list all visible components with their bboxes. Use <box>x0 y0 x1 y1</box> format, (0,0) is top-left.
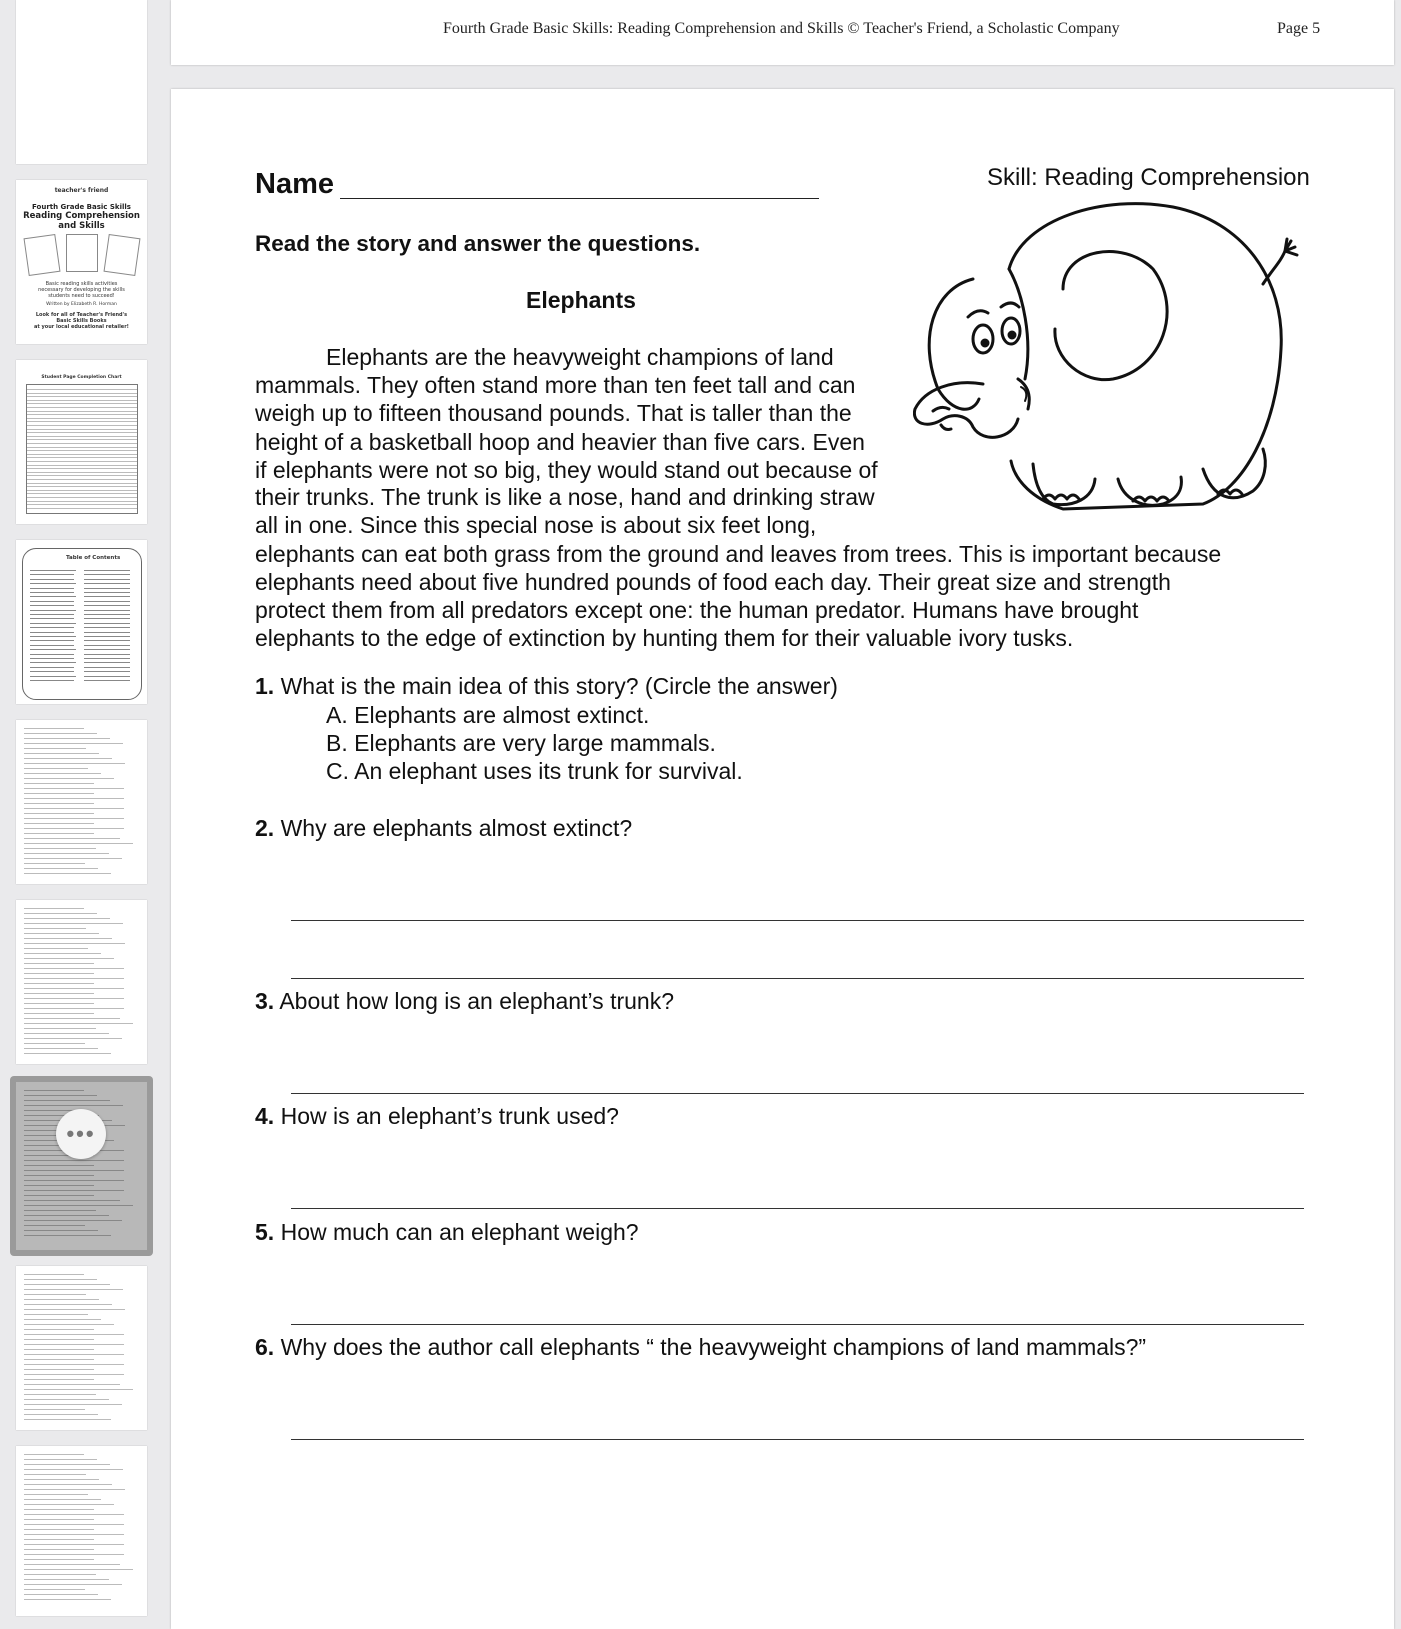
thumbnail-text-line <box>24 1339 94 1340</box>
thumbnail-text-line <box>24 818 124 819</box>
toc-line <box>84 662 130 663</box>
thumbnail-text-line <box>24 1384 120 1385</box>
chart-row-line <box>27 447 137 448</box>
answer-line-q3[interactable] <box>291 1093 1304 1094</box>
chart-row-line <box>27 475 137 476</box>
thumbnail-text-line <box>24 823 94 824</box>
toc-line <box>84 610 130 611</box>
thumbnail-text-line <box>24 963 94 964</box>
thumbnail-text-line <box>24 1309 125 1310</box>
thumbnail-text-line <box>24 1314 88 1315</box>
thumbnail-text-line <box>24 1274 84 1275</box>
thumbnail-text-line <box>24 1499 101 1500</box>
story-line: all in one. Since this special nose is about six feet long, <box>255 512 817 538</box>
thumbnail-text-line <box>24 1190 124 1191</box>
thumbnail-text-line <box>24 753 99 754</box>
chart-row-line <box>27 403 137 404</box>
thumbnail-text-line <box>24 923 123 924</box>
toc-line <box>30 645 74 646</box>
story-line: their trunks. The trunk is like a nose, hand and drinking straw <box>255 484 875 510</box>
thumbnail-text-line <box>24 1100 110 1101</box>
thumbnail-text-line <box>24 1419 111 1420</box>
thumbnail-text-line <box>24 1289 123 1290</box>
chart-row-line <box>27 450 137 451</box>
cover-tagline-3: students need to succeed! <box>48 293 115 299</box>
toc-line <box>84 671 130 672</box>
story-line: if elephants were not so big, they would stand out because of <box>255 457 878 483</box>
thumbnail-text-line <box>24 1090 84 1091</box>
thumbnail-text-line <box>24 928 86 929</box>
toc-line <box>30 618 74 619</box>
toc-line <box>30 592 74 593</box>
thumbnail-text-line <box>24 873 111 874</box>
thumbnail-text-line <box>24 838 120 839</box>
thumbnail-text-line <box>24 1105 123 1106</box>
chart-row-line <box>27 479 137 480</box>
cover-promo-3: at your local educational retailer! <box>34 324 129 330</box>
page-thumbnail-sidebar <box>0 0 162 1616</box>
toc-line <box>30 680 74 681</box>
toc-line <box>30 579 74 580</box>
story-line: elephants need about five hundred pounds of food each day. Their great size and strength <box>255 569 1171 595</box>
toc-line <box>84 632 130 633</box>
thumbnail-text-line <box>24 1399 109 1400</box>
cover-tagline-2: necessary for developing the skills <box>38 287 125 293</box>
more-options-button[interactable]: ••• <box>56 1109 106 1159</box>
thumbnail-text-line <box>24 813 94 814</box>
chart-row-line <box>27 508 137 509</box>
story-line: mammals. They often stand more than ten feet tall and can <box>255 372 856 398</box>
thumbnail-text-line <box>24 1038 122 1039</box>
thumbnail-text-line <box>24 1564 120 1565</box>
page-number: Page 5 <box>1277 20 1321 37</box>
toc-line <box>84 623 130 624</box>
thumbnail-text-line <box>24 748 86 749</box>
thumbnail-text-line <box>24 1569 133 1570</box>
thumbnail-text-line <box>24 1389 133 1390</box>
toc-line <box>30 658 74 659</box>
thumbnail-text-line <box>24 1033 109 1034</box>
thumbnail-page-1[interactable] <box>16 0 147 164</box>
thumbnail-text-line <box>24 1514 124 1515</box>
chart-row-line <box>27 436 137 437</box>
thumbnail-text-line <box>24 1474 86 1475</box>
chart-row-line <box>27 483 137 484</box>
thumbnail-text-line <box>24 1479 99 1480</box>
toc-line <box>30 636 76 637</box>
thumbnail-text-line <box>24 1220 122 1221</box>
thumbnail-text-line <box>24 833 94 834</box>
thumbnail-text-line <box>24 1294 86 1295</box>
thumbnail-text-line <box>24 1494 88 1495</box>
story-line: Elephants are the heavyweight champions of land <box>326 344 834 370</box>
toc-line <box>30 654 74 655</box>
chart-row-line <box>27 465 137 466</box>
toc-line <box>84 645 130 646</box>
toc-line <box>84 654 130 655</box>
chart-row-line <box>27 504 137 505</box>
thumbnail-page-7-content <box>16 1082 147 1250</box>
toc-line <box>30 623 76 624</box>
thumbnail-page-2-cover[interactable] <box>16 180 147 344</box>
thumbnail-text-line <box>24 1504 114 1505</box>
thumbnail-text-line <box>24 793 94 794</box>
toc-line <box>84 588 130 589</box>
thumbnail-text-line <box>24 1095 97 1096</box>
toc-line <box>84 680 130 681</box>
thumbnail-text-line <box>24 943 125 944</box>
chart-row-line <box>27 429 137 430</box>
thumbnail-text-line <box>24 788 124 789</box>
thumbnail-text-line <box>24 1454 84 1455</box>
toc-line <box>84 605 130 606</box>
thumbnail-text-line <box>24 778 114 779</box>
thumbnail-text-line <box>24 1324 114 1325</box>
thumbnail-text-line <box>24 1364 124 1365</box>
toc-line <box>30 671 74 672</box>
book-title-footer: Fourth Grade Basic Skills: Reading Comprehension and Skills © Teacher's Friend, a Scholastic Company <box>443 20 1120 37</box>
answer-line-q2-2[interactable] <box>291 978 1304 979</box>
thumbnail-text-line <box>24 758 112 759</box>
thumbnail-text-line <box>24 1464 110 1465</box>
thumbnail-text-line <box>24 1205 133 1206</box>
toc-line <box>30 588 74 589</box>
thumbnail-text-line <box>24 998 124 999</box>
thumbnail-text-line <box>24 1519 94 1520</box>
toc-line <box>30 640 74 641</box>
answer-option-a[interactable]: A. Elephants are almost extinct. <box>326 702 650 728</box>
thumbnail-text-line <box>24 1225 85 1226</box>
thumbnail-text-line <box>24 1048 98 1049</box>
thumbnail-text-line <box>24 773 101 774</box>
thumbnail-text-line <box>24 1053 111 1054</box>
thumbnail-text-line <box>24 1489 125 1490</box>
cover-title-3: and Skills <box>58 221 105 231</box>
chart-row-line <box>27 457 137 458</box>
thumbnail-text-line <box>24 953 101 954</box>
thumbnail-text-line <box>24 1023 133 1024</box>
toc-line <box>30 610 76 611</box>
thumbnail-text-line <box>24 1043 85 1044</box>
chart-row-line <box>27 418 137 419</box>
chart-row-line <box>27 393 137 394</box>
thumbnail-text-line <box>24 1319 101 1320</box>
thumbnail-text-line <box>24 973 94 974</box>
toc-line <box>30 667 74 668</box>
answer-option-c[interactable]: C. An elephant uses its trunk for survival. <box>326 758 743 784</box>
thumbnail-text-line <box>24 1003 94 1004</box>
toc-line <box>30 601 74 602</box>
thumbnail-text-line <box>24 1160 124 1161</box>
thumbnail-text-line <box>24 733 97 734</box>
thumbnail-text-line <box>24 1175 94 1176</box>
thumbnail-text-line <box>24 1334 124 1335</box>
cover-promo-1: Look for all of Teacher's Friend's <box>35 312 128 318</box>
thumbnail-text-line <box>24 1354 124 1355</box>
thumbnail-page-4-toc[interactable] <box>16 540 147 704</box>
chart-thumb-title: Student Page Completion Chart <box>41 375 122 380</box>
thumbnail-text-line <box>24 1028 96 1029</box>
thumbnail-text-line <box>24 863 85 864</box>
thumbnail-text-line <box>24 968 124 969</box>
thumbnail-text-line <box>24 1299 99 1300</box>
thumbnail-text-line <box>24 1509 94 1510</box>
chart-row-line <box>27 389 137 390</box>
thumbnail-text-line <box>24 933 99 934</box>
thumbnail-page-3-chart[interactable] <box>16 360 147 524</box>
chart-row-line <box>27 497 137 498</box>
thumbnail-text-line <box>24 868 98 869</box>
thumbnail-text-line <box>24 993 94 994</box>
thumbnail-page-7-selected[interactable] <box>10 1076 153 1256</box>
thumbnail-text-line <box>24 858 122 859</box>
toc-line <box>84 601 130 602</box>
answer-line-q5[interactable] <box>291 1324 1304 1325</box>
toc-line <box>84 574 130 575</box>
chart-row-line <box>27 400 137 401</box>
thumbnail-text-line <box>24 1404 122 1405</box>
thumbnail-text-line <box>24 1579 109 1580</box>
toc-line <box>84 583 130 584</box>
toc-line <box>30 596 76 597</box>
thumbnail-text-line <box>24 908 84 909</box>
thumbnail-text-line <box>24 1374 124 1375</box>
thumbnail-text-line <box>24 948 88 949</box>
thumbnail-text-line <box>24 1279 97 1280</box>
thumbnail-text-line <box>24 1359 94 1360</box>
chart-row-line <box>27 432 137 433</box>
chart-row-line <box>27 443 137 444</box>
toc-line <box>30 662 76 663</box>
thumbnail-text-line <box>24 1549 94 1550</box>
chart-row-line <box>27 468 137 469</box>
toc-line <box>84 579 130 580</box>
thumbnail-text-line <box>24 1304 112 1305</box>
answer-line-q6[interactable] <box>291 1439 1304 1440</box>
thumbnail-page-6[interactable] <box>16 900 147 1064</box>
thumbnail-text-line <box>24 1200 120 1201</box>
chart-row-line <box>27 472 137 473</box>
thumbnail-text-line <box>24 1469 123 1470</box>
toc-line <box>84 640 130 641</box>
thumbnail-text-line <box>24 763 125 764</box>
thumbnail-text-line <box>24 743 123 744</box>
thumbnail-text-line <box>24 1459 97 1460</box>
cover-title-2: Reading Comprehension <box>23 211 140 221</box>
thumbnail-text-line <box>24 1409 85 1410</box>
thumbnail-text-line <box>24 1369 94 1370</box>
thumbnail-text-line <box>24 1235 111 1236</box>
chart-row-line <box>27 414 137 415</box>
thumbnail-text-line <box>24 1484 112 1485</box>
thumbnail-text-line <box>24 1195 94 1196</box>
question-2: 2. Why are elephants almost extinct? <box>255 815 633 841</box>
thumbnail-text-line <box>24 1554 124 1555</box>
name-input-line[interactable] <box>340 198 819 199</box>
thumbnail-text-line <box>24 1329 94 1330</box>
thumbnail-text-line <box>24 1180 124 1181</box>
answer-line-q2-1[interactable] <box>291 920 1304 921</box>
thumbnail-text-line <box>24 1284 110 1285</box>
thumbnail-text-line <box>24 1589 85 1590</box>
thumbnail-text-line <box>24 843 133 844</box>
thumbnail-text-line <box>24 1018 120 1019</box>
toc-line <box>84 614 130 615</box>
thumbnail-text-line <box>24 938 112 939</box>
thumbnail-text-line <box>24 1599 111 1600</box>
cover-worksheet-image <box>24 234 61 276</box>
thumbnail-text-line <box>24 768 88 769</box>
chart-row-line <box>27 425 137 426</box>
chart-row-line <box>27 411 137 412</box>
question-5: 5. How much can an elephant weigh? <box>255 1219 639 1245</box>
thumbnail-text-line <box>24 848 96 849</box>
cover-worksheet-image <box>104 234 141 276</box>
toc-line <box>84 570 130 571</box>
elephant-illustration <box>913 199 1305 519</box>
thumbnail-text-line <box>24 828 124 829</box>
thumbnail-text-line <box>24 1349 94 1350</box>
thumbnail-text-line <box>24 978 124 979</box>
toc-lines <box>30 570 132 688</box>
toc-line <box>84 658 130 659</box>
toc-line <box>30 632 74 633</box>
thumbnail-text-line <box>24 1344 124 1345</box>
toc-line <box>30 574 74 575</box>
story-line: weigh up to fifteen thousand pounds. That is taller than the <box>255 400 852 426</box>
toc-thumb-title: Table of Contents <box>66 555 121 561</box>
thumbnail-text-line <box>24 1414 98 1415</box>
question-6: 6. Why does the author call elephants “ the heavyweight champions of land mammals?” <box>255 1334 1147 1360</box>
name-label: Name <box>255 168 334 200</box>
thumbnail-text-line <box>24 988 124 989</box>
story-title: Elephants <box>526 287 636 313</box>
cover-author: Written by Elizabeth R. Horman <box>46 302 117 307</box>
chart-row-line <box>27 439 137 440</box>
thumbnail-page-9[interactable] <box>16 1446 147 1616</box>
thumbnail-text-line <box>24 1534 124 1535</box>
story-line: protect them from all predators except one: the human predator. Humans have brought <box>255 597 1139 623</box>
thumbnail-text-line <box>24 913 97 914</box>
answer-option-b[interactable]: B. Elephants are very large mammals. <box>326 730 716 756</box>
completion-chart-grid <box>26 384 138 514</box>
thumbnail-text-line <box>24 783 94 784</box>
toc-line <box>84 667 130 668</box>
thumbnail-page-8[interactable] <box>16 1266 147 1430</box>
chart-row-line <box>27 501 137 502</box>
thumbnail-text-line <box>24 958 114 959</box>
question-1: 1. What is the main idea of this story? (Circle the answer) <box>255 673 838 699</box>
toc-line <box>30 627 74 628</box>
chart-row-line <box>27 461 137 462</box>
answer-line-q4[interactable] <box>291 1208 1304 1209</box>
thumbnail-text-line <box>24 1210 96 1211</box>
chart-row-line <box>27 490 137 491</box>
toc-line <box>30 614 74 615</box>
toc-line <box>30 605 74 606</box>
worksheet-page <box>171 89 1394 1629</box>
skill-label: Skill: Reading Comprehension <box>987 164 1310 191</box>
thumbnail-text-line <box>24 983 94 984</box>
thumbnail-text-line <box>24 803 94 804</box>
story-line: elephants to the edge of extinction by hunting them for their valuable ivory tusks. <box>255 625 1074 651</box>
thumbnail-text-line <box>24 1524 124 1525</box>
toc-line <box>84 649 130 650</box>
thumbnail-text-line <box>24 1008 124 1009</box>
thumbnail-text-line <box>24 738 110 739</box>
thumbnail-text-line <box>24 853 109 854</box>
toc-line <box>30 583 76 584</box>
chart-row-line <box>27 396 137 397</box>
cover-title-1: Fourth Grade Basic Skills <box>32 203 131 211</box>
toc-line <box>30 676 76 677</box>
question-3: 3. About how long is an elephant’s trunk? <box>255 988 674 1014</box>
thumbnail-text-line <box>24 728 84 729</box>
cover-tagline-1: Basic reading skills activities <box>45 281 118 287</box>
toc-line <box>84 618 130 619</box>
thumbnail-text-line <box>24 1230 98 1231</box>
toc-line <box>84 596 130 597</box>
cover-logo: teacher's friend <box>54 187 109 194</box>
thumbnail-text-line <box>24 1185 94 1186</box>
thumbnail-text-line <box>24 1544 124 1545</box>
question-4: 4. How is an elephant’s trunk used? <box>255 1103 619 1129</box>
thumbnail-text-line <box>24 1394 96 1395</box>
thumbnail-text-line <box>24 1559 94 1560</box>
thumbnail-text-line <box>24 918 110 919</box>
thumbnail-page-5[interactable] <box>16 720 147 884</box>
thumbnail-text-line <box>24 808 124 809</box>
instructions: Read the story and answer the questions. <box>255 231 701 256</box>
thumbnail-text-line <box>24 1379 94 1380</box>
story-line: height of a basketball hoop and heavier than five cars. Even <box>255 429 865 455</box>
thumbnail-text-line <box>24 1539 94 1540</box>
chart-row-line <box>27 421 137 422</box>
thumbnail-text-line <box>24 1165 94 1166</box>
toc-line <box>30 649 76 650</box>
story-line: elephants can eat both grass from the ground and leaves from trees. This is important because <box>255 541 1222 567</box>
thumbnail-text-line <box>24 1574 96 1575</box>
thumbnail-text-line <box>24 1215 109 1216</box>
chart-row-line <box>27 493 137 494</box>
toc-line <box>84 592 130 593</box>
toc-line <box>84 636 130 637</box>
toc-line <box>84 676 130 677</box>
cover-promo-2: Basic Skills Books <box>56 318 107 324</box>
cover-worksheet-image <box>66 234 98 272</box>
thumbnail-text-line <box>24 1013 94 1014</box>
thumbnail-text-line <box>24 1529 94 1530</box>
chart-row-line <box>27 454 137 455</box>
chart-row-line <box>27 486 137 487</box>
thumbnail-text-line <box>24 1584 122 1585</box>
thumbnail-text-line <box>24 1594 98 1595</box>
thumbnail-text-line <box>24 1170 124 1171</box>
toc-line <box>84 627 130 628</box>
previous-page-footer <box>171 0 1394 65</box>
toc-line <box>30 570 76 571</box>
chart-row-line <box>27 407 137 408</box>
thumbnail-text-line <box>24 798 124 799</box>
